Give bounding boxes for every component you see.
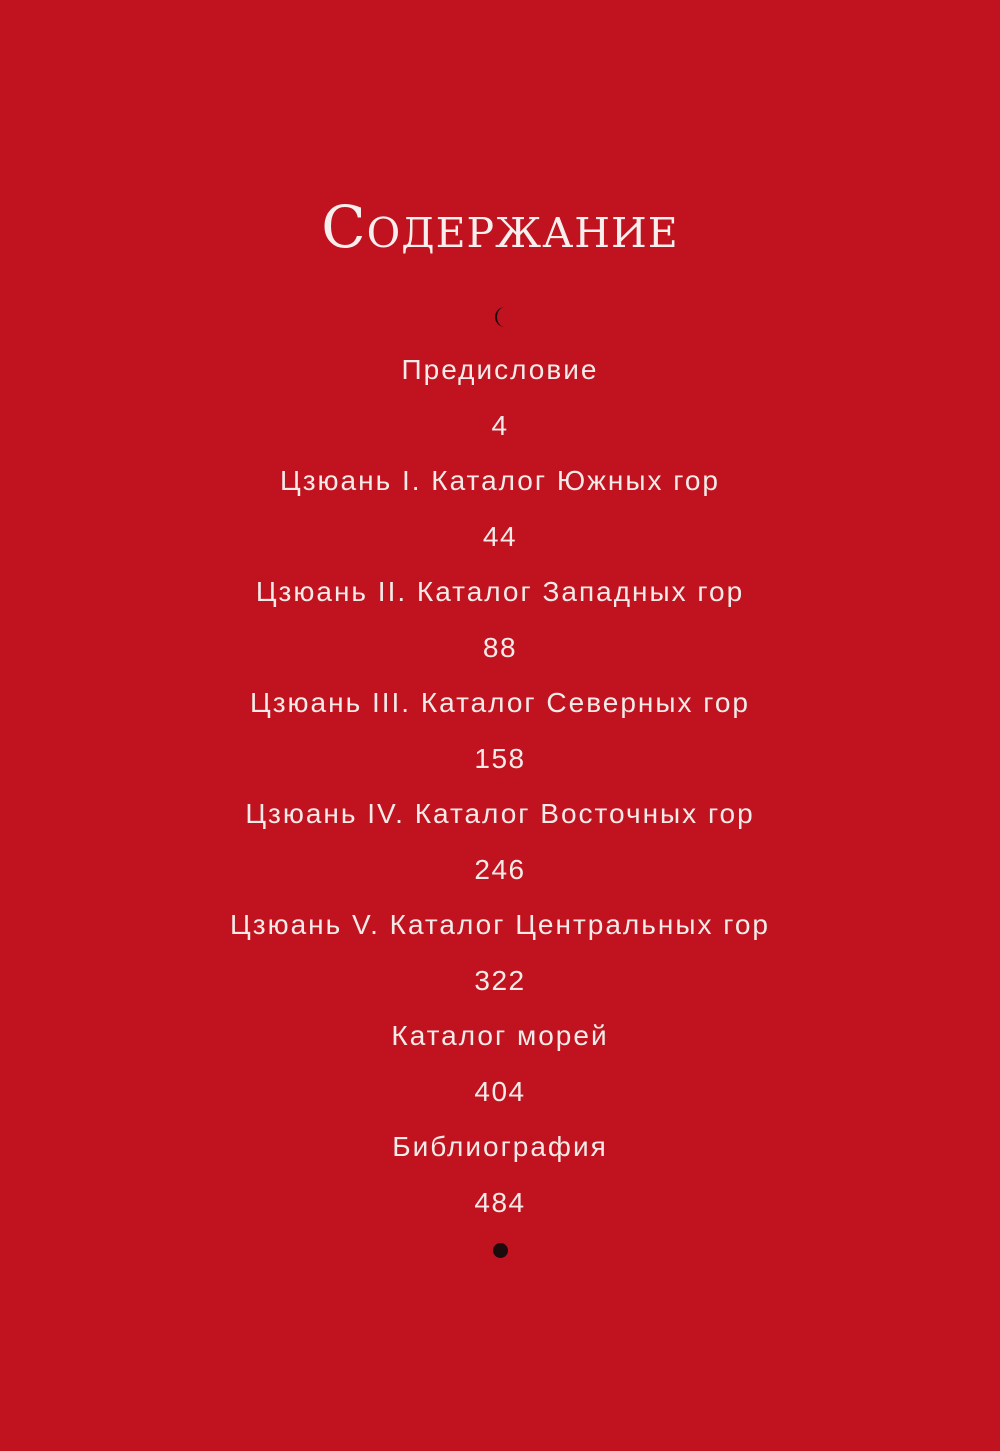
toc-entry-page-number: 44 xyxy=(482,520,518,552)
toc-entry-page-number: 322 xyxy=(474,964,526,996)
toc-entry-juan-2[interactable] xyxy=(0,564,1000,675)
toc-entry-juan-3[interactable] xyxy=(0,675,1000,786)
toc-entry-title: Цзюань I. Каталог Южных гор xyxy=(280,465,720,496)
dot-icon xyxy=(493,1243,508,1258)
toc-entry-page-number: 4 xyxy=(491,409,509,441)
toc-entry-title: Цзюань IV. Каталог Восточных гор xyxy=(245,798,755,829)
toc-entry-page-number: 484 xyxy=(474,1186,526,1218)
toc-entry-page-number: 158 xyxy=(474,742,526,774)
toc-entry-juan-5[interactable] xyxy=(0,897,1000,1008)
toc-entry-page-number: 404 xyxy=(474,1075,526,1107)
toc-entry-bibliography[interactable] xyxy=(0,1119,1000,1230)
toc-entry-page-number: 88 xyxy=(482,631,518,663)
toc-entry-page-number: 246 xyxy=(474,853,526,885)
toc-entry-juan-4[interactable] xyxy=(0,786,1000,897)
crescent-moon-icon xyxy=(488,304,514,330)
toc-entry-title: Цзюань II. Каталог Западных гор xyxy=(255,576,745,607)
page-title: Содержание xyxy=(321,193,679,261)
toc-entry-preface[interactable] xyxy=(0,342,1000,453)
toc-entry-title: Библиография xyxy=(392,1131,608,1162)
toc-entry-title: Каталог морей xyxy=(391,1020,609,1051)
toc-entry-title: Цзюань III. Каталог Северных гор xyxy=(249,687,751,718)
toc-entry-title: Цзюань V. Каталог Центральных гор xyxy=(230,909,770,940)
table-of-contents xyxy=(0,342,1000,1230)
toc-entry-seas[interactable] xyxy=(0,1008,1000,1119)
toc-entry-juan-1[interactable] xyxy=(0,453,1000,564)
toc-entry-title: Предисловие xyxy=(401,354,599,385)
